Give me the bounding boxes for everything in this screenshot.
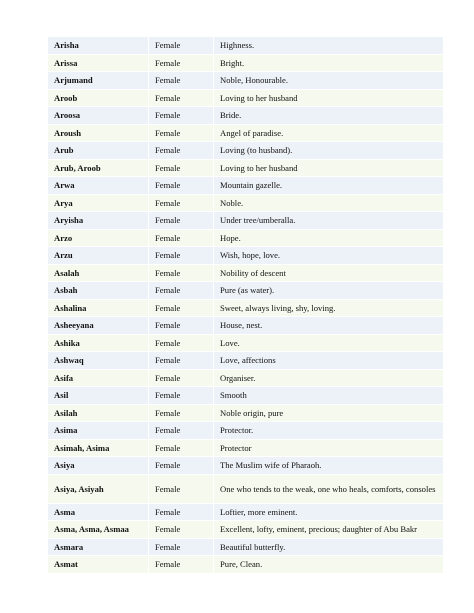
meaning-cell: The Muslim wife of Pharaoh. (214, 457, 444, 475)
name-cell: Asheeyana (48, 317, 149, 335)
name-cell: Asmara (48, 538, 149, 556)
gender-cell: Female (149, 538, 214, 556)
meaning-cell: Noble, Honourable. (214, 72, 444, 90)
name-cell: Asma (48, 503, 149, 521)
meaning-cell: Loving (to husband). (214, 142, 444, 160)
meaning-cell: Pure (as water). (214, 282, 444, 300)
gender-cell: Female (149, 177, 214, 195)
name-cell: Asimah, Asima (48, 439, 149, 457)
table-row (48, 89, 443, 107)
gender-cell: Female (149, 282, 214, 300)
meaning-cell: Wish, hope, love. (214, 247, 444, 265)
gender-cell: Female (149, 247, 214, 265)
name-cell: Asifa (48, 369, 149, 387)
table-row (48, 247, 443, 265)
table-row (48, 521, 443, 539)
table-row (48, 439, 443, 457)
gender-cell: Female (149, 334, 214, 352)
meaning-cell: Mountain gazelle. (214, 177, 444, 195)
gender-cell: Female (149, 124, 214, 142)
gender-cell: Female (149, 54, 214, 72)
meaning-cell: Bright. (214, 54, 444, 72)
table-row (48, 229, 443, 247)
table-row (48, 124, 443, 142)
meaning-cell: Bride. (214, 107, 444, 125)
gender-cell: Female (149, 474, 214, 503)
meaning-cell: House, nest. (214, 317, 444, 335)
gender-cell: Female (149, 299, 214, 317)
name-cell: Aroob (48, 89, 149, 107)
meaning-cell: Hope. (214, 229, 444, 247)
name-cell: Arub, Aroob (48, 159, 149, 177)
name-cell: Asma, Asma, Asmaa (48, 521, 149, 539)
table-row (48, 282, 443, 300)
meaning-cell: Love, affections (214, 352, 444, 370)
gender-cell: Female (149, 317, 214, 335)
meaning-cell: Organiser. (214, 369, 444, 387)
table-row (48, 457, 443, 475)
table-row (48, 264, 443, 282)
name-cell: Asil (48, 387, 149, 405)
name-cell: Ashalina (48, 299, 149, 317)
meaning-cell: Under tree/umberalla. (214, 212, 444, 230)
gender-cell: Female (149, 264, 214, 282)
gender-cell: Female (149, 439, 214, 457)
name-cell: Ashika (48, 334, 149, 352)
meaning-cell: Love. (214, 334, 444, 352)
name-cell: Arzo (48, 229, 149, 247)
gender-cell: Female (149, 107, 214, 125)
meaning-cell: Pure, Clean. (214, 556, 444, 574)
name-cell: Arwa (48, 177, 149, 195)
gender-cell: Female (149, 229, 214, 247)
table-row (48, 404, 443, 422)
gender-cell: Female (149, 89, 214, 107)
table-row (48, 556, 443, 574)
name-cell: Arub (48, 142, 149, 160)
name-cell: Arya (48, 194, 149, 212)
table-row (48, 538, 443, 556)
gender-cell: Female (149, 503, 214, 521)
name-cell: Arisha (48, 37, 149, 54)
gender-cell: Female (149, 72, 214, 90)
gender-cell: Female (149, 556, 214, 574)
meaning-cell: Noble. (214, 194, 444, 212)
names-table-body (48, 37, 443, 573)
meaning-cell: Smooth (214, 387, 444, 405)
gender-cell: Female (149, 352, 214, 370)
name-cell: Asima (48, 422, 149, 440)
gender-cell: Female (149, 159, 214, 177)
table-row (48, 194, 443, 212)
table-row (48, 159, 443, 177)
gender-cell: Female (149, 369, 214, 387)
table-row (48, 422, 443, 440)
table-row (48, 212, 443, 230)
meaning-cell: Angel of paradise. (214, 124, 444, 142)
table-row (48, 54, 443, 72)
name-cell: Asmat (48, 556, 149, 574)
name-cell: Aryisha (48, 212, 149, 230)
table-row (48, 503, 443, 521)
meaning-cell: Beautiful butterfly. (214, 538, 444, 556)
name-cell: Asalah (48, 264, 149, 282)
name-cell: Arissa (48, 54, 149, 72)
gender-cell: Female (149, 142, 214, 160)
meaning-cell: Highness. (214, 37, 444, 54)
table-row (48, 72, 443, 90)
table-row (48, 474, 443, 503)
table-row (48, 177, 443, 195)
gender-cell: Female (149, 404, 214, 422)
gender-cell: Female (149, 387, 214, 405)
meaning-cell: Loving to her husband (214, 159, 444, 177)
name-cell: Arzu (48, 247, 149, 265)
meaning-cell: Loving to her husband (214, 89, 444, 107)
table-row (48, 369, 443, 387)
gender-cell: Female (149, 422, 214, 440)
name-cell: Asbah (48, 282, 149, 300)
table-row (48, 37, 443, 54)
table-row (48, 317, 443, 335)
table-row (48, 142, 443, 160)
name-cell: Aroush (48, 124, 149, 142)
gender-cell: Female (149, 37, 214, 54)
meaning-cell: Sweet, always living, shy, loving. (214, 299, 444, 317)
name-cell: Arjumand (48, 72, 149, 90)
name-cell: Aroosa (48, 107, 149, 125)
meaning-cell: Noble origin, pure (214, 404, 444, 422)
meaning-cell: Excellent, lofty, eminent, precious; daughter of Abu Bakr (214, 521, 444, 539)
meaning-cell: Protector (214, 439, 444, 457)
table-row (48, 387, 443, 405)
name-cell: Asiya (48, 457, 149, 475)
gender-cell: Female (149, 194, 214, 212)
table-row (48, 299, 443, 317)
table-row (48, 107, 443, 125)
table-row (48, 352, 443, 370)
name-cell: Ashwaq (48, 352, 149, 370)
meaning-cell: Nobility of descent (214, 264, 444, 282)
meaning-cell: Protector. (214, 422, 444, 440)
table-row (48, 334, 443, 352)
gender-cell: Female (149, 212, 214, 230)
gender-cell: Female (149, 521, 214, 539)
name-cell: Asilah (48, 404, 149, 422)
meaning-cell: One who tends to the weak, one who heals, comforts, consoles (214, 474, 444, 503)
gender-cell: Female (149, 457, 214, 475)
names-table (48, 37, 443, 574)
name-cell: Asiya, Asiyah (48, 474, 149, 503)
meaning-cell: Loftier, more eminent. (214, 503, 444, 521)
